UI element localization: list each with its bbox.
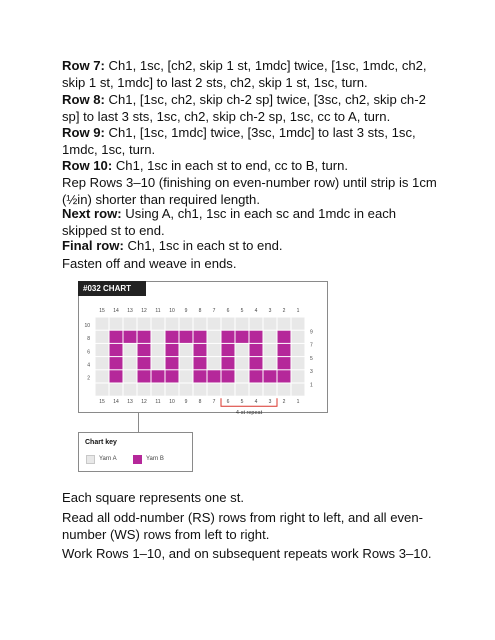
- column-number-top: 14: [113, 308, 119, 314]
- row-10-text: Row 10: Ch1, 1sc in each st to end, cc to B, turn.: [62, 158, 349, 173]
- chart-cell: [250, 370, 263, 382]
- chart-cell: [166, 384, 179, 396]
- chart-cell: [250, 384, 263, 396]
- chart-cell: [222, 384, 235, 396]
- chart-cell: [180, 344, 193, 356]
- chart-cell: [110, 370, 123, 382]
- chart-cell: [264, 370, 277, 382]
- key-connector-line: [138, 413, 139, 432]
- row-number-left: 10: [84, 322, 90, 329]
- chart-cell: [110, 384, 123, 396]
- chart-cell: [194, 370, 207, 382]
- column-number-top: 9: [184, 308, 188, 314]
- chart-cell: [124, 370, 137, 382]
- yarn-b-swatch: [133, 455, 142, 464]
- chart-cell: [180, 318, 193, 330]
- chart-cell: [124, 331, 137, 343]
- column-number-bottom: 13: [127, 399, 133, 406]
- column-number-top: 4: [254, 308, 258, 314]
- chart-cell: [292, 318, 305, 330]
- column-number-bottom: 5: [240, 399, 244, 406]
- chart-cell: [194, 318, 207, 330]
- row-7-text: Row 7: Ch1, 1sc, [ch2, skip 1 st, 1mdc] twice, [1sc, 1mdc, ch2, skip 1 st, 1mdc] to last 2 sts, ch2, skip 1 st, 1sc, turn.: [62, 58, 427, 90]
- chart-cell: [110, 331, 123, 343]
- chart-cell: [96, 357, 109, 369]
- chart-cell: [138, 344, 151, 356]
- chart-cell: [292, 370, 305, 382]
- chart-cell: [138, 384, 151, 396]
- note-square: Each square represents one st.: [62, 490, 244, 505]
- chart-cell: [110, 357, 123, 369]
- fasten-off-text: Fasten off and weave in ends.: [62, 256, 237, 271]
- chart-cell: [278, 370, 291, 382]
- row-8-text: Row 8: Ch1, [1sc, ch2, skip ch-2 sp] twice, [3sc, ch2, skip ch-2 sp] to last 3 sts, 1sc, ch2, skip ch-2 sp, 1sc, cc to A, turn.: [62, 92, 426, 124]
- chart-cell: [96, 318, 109, 330]
- column-number-top: 8: [198, 308, 202, 314]
- chart-cell: [96, 331, 109, 343]
- row-number-right: 3: [310, 369, 313, 376]
- chart-cell: [180, 370, 193, 382]
- column-number-top: 1: [296, 308, 300, 314]
- chart-cell: [166, 331, 179, 343]
- stitch-chart: [78, 281, 328, 417]
- column-number-bottom: 4: [254, 399, 258, 406]
- chart-cell: [278, 318, 291, 330]
- row-number-left: 6: [87, 349, 90, 356]
- chart-cell: [110, 318, 123, 330]
- chart-cell: [208, 318, 221, 330]
- chart-cell: [110, 344, 123, 356]
- chart-cell: [152, 344, 165, 356]
- chart-cell: [222, 331, 235, 343]
- chart-cell: [152, 357, 165, 369]
- chart-key-title: Chart key: [85, 439, 117, 446]
- chart-cell: [208, 357, 221, 369]
- chart-cell: [194, 357, 207, 369]
- chart-cell: [250, 344, 263, 356]
- column-number-bottom: 11: [155, 399, 161, 406]
- next-row-text: Next row: Using A, ch1, 1sc in each sc and 1mdc in each skipped st to end.: [62, 206, 397, 238]
- note-repeats: Work Rows 1–10, and on subsequent repeats work Rows 3–10.: [62, 546, 432, 561]
- column-number-top: 7: [212, 308, 216, 314]
- chart-cell: [236, 370, 249, 382]
- chart-cell: [264, 344, 277, 356]
- row-number-left: 2: [87, 375, 90, 382]
- chart-cell: [124, 344, 137, 356]
- chart-cell: [152, 384, 165, 396]
- column-number-top: 3: [268, 308, 272, 314]
- column-number-bottom: 15: [99, 399, 105, 406]
- column-number-top: 15: [99, 308, 105, 314]
- column-number-bottom: 10: [169, 399, 175, 406]
- chart-cell: [152, 370, 165, 382]
- chart-cell: [222, 318, 235, 330]
- chart-cell: [222, 370, 235, 382]
- chart-cell: [166, 357, 179, 369]
- column-number-top: 5: [240, 308, 244, 314]
- yarn-a-swatch: [86, 455, 95, 464]
- chart-cell: [250, 331, 263, 343]
- column-number-bottom: 12: [141, 399, 147, 406]
- chart-cell: [278, 331, 291, 343]
- column-number-bottom: 7: [212, 399, 216, 406]
- column-number-bottom: 2: [282, 399, 286, 406]
- chart-cell: [152, 318, 165, 330]
- row-number-right: 1: [310, 382, 313, 389]
- chart-cell: [222, 357, 235, 369]
- note-reading: Read all odd-number (RS) rows from right to left, and all even-number (WS) rows from left to right.: [62, 510, 423, 542]
- chart-cell: [278, 384, 291, 396]
- row-number-left: 4: [87, 362, 90, 369]
- column-number-top: 12: [141, 308, 147, 314]
- column-number-bottom: 14: [113, 399, 119, 406]
- chart-cell: [236, 331, 249, 343]
- column-number-top: 10: [169, 308, 175, 314]
- chart-cell: [96, 344, 109, 356]
- chart-cell: [194, 344, 207, 356]
- chart-cell: [96, 370, 109, 382]
- chart-cell: [208, 331, 221, 343]
- chart-cell: [278, 344, 291, 356]
- chart-cell: [96, 384, 109, 396]
- chart-cell: [194, 384, 207, 396]
- chart-cell: [250, 318, 263, 330]
- chart-cell: [138, 357, 151, 369]
- row-number-right: 7: [310, 342, 313, 349]
- chart-cell: [138, 318, 151, 330]
- chart-cell: [208, 384, 221, 396]
- chart-cell: [180, 384, 193, 396]
- chart-cell: [292, 384, 305, 396]
- column-number-top: 2: [282, 308, 286, 314]
- chart-cell: [264, 357, 277, 369]
- chart-cell: [138, 331, 151, 343]
- chart-cell: [236, 344, 249, 356]
- repeat-instruction: Rep Rows 3–10 (finishing on even-number row) until strip is 1cm (½in) shorter than required length.: [62, 175, 437, 207]
- column-number-top: 11: [155, 308, 161, 314]
- row-number-right: 9: [310, 329, 313, 336]
- chart-title: #032 CHART: [78, 281, 146, 296]
- chart-key: [78, 432, 193, 472]
- chart-cell: [166, 370, 179, 382]
- column-number-bottom: 8: [198, 399, 202, 406]
- chart-cell: [124, 357, 137, 369]
- yarn-a-label: Yarn A: [99, 456, 117, 462]
- chart-cell: [166, 344, 179, 356]
- final-row-text: Final row: Ch1, 1sc in each st to end.: [62, 238, 283, 253]
- chart-cell: [236, 318, 249, 330]
- chart-cell: [250, 357, 263, 369]
- row-9-text: Row 9: Ch1, [1sc, 1mdc] twice, [3sc, 1mdc] to last 3 sts, 1sc, 1mdc, 1sc, turn.: [62, 125, 416, 157]
- chart-cell: [264, 318, 277, 330]
- repeat-label: 4-st repeat: [235, 410, 263, 417]
- chart-cell: [208, 344, 221, 356]
- chart-cell: [194, 331, 207, 343]
- column-number-bottom: 1: [296, 399, 300, 406]
- row-number-left: 8: [87, 336, 90, 343]
- chart-cell: [180, 357, 193, 369]
- chart-cell: [180, 331, 193, 343]
- column-number-top: 6: [226, 308, 230, 314]
- chart-cell: [236, 384, 249, 396]
- chart-cell: [292, 344, 305, 356]
- chart-cell: [292, 331, 305, 343]
- chart-cell: [278, 357, 291, 369]
- column-number-bottom: 3: [268, 399, 272, 406]
- chart-cell: [264, 384, 277, 396]
- chart-cell: [222, 344, 235, 356]
- chart-cell: [166, 318, 179, 330]
- chart-cell: [124, 318, 137, 330]
- chart-cell: [292, 357, 305, 369]
- yarn-b-label: Yarn B: [146, 456, 164, 462]
- column-number-bottom: 6: [226, 399, 230, 406]
- chart-cell: [138, 370, 151, 382]
- row-number-right: 5: [310, 355, 313, 362]
- chart-cell: [264, 331, 277, 343]
- chart-cell: [124, 384, 137, 396]
- column-number-top: 13: [127, 308, 133, 314]
- column-number-bottom: 9: [184, 399, 188, 406]
- chart-cell: [208, 370, 221, 382]
- chart-cell: [152, 331, 165, 343]
- chart-cell: [236, 357, 249, 369]
